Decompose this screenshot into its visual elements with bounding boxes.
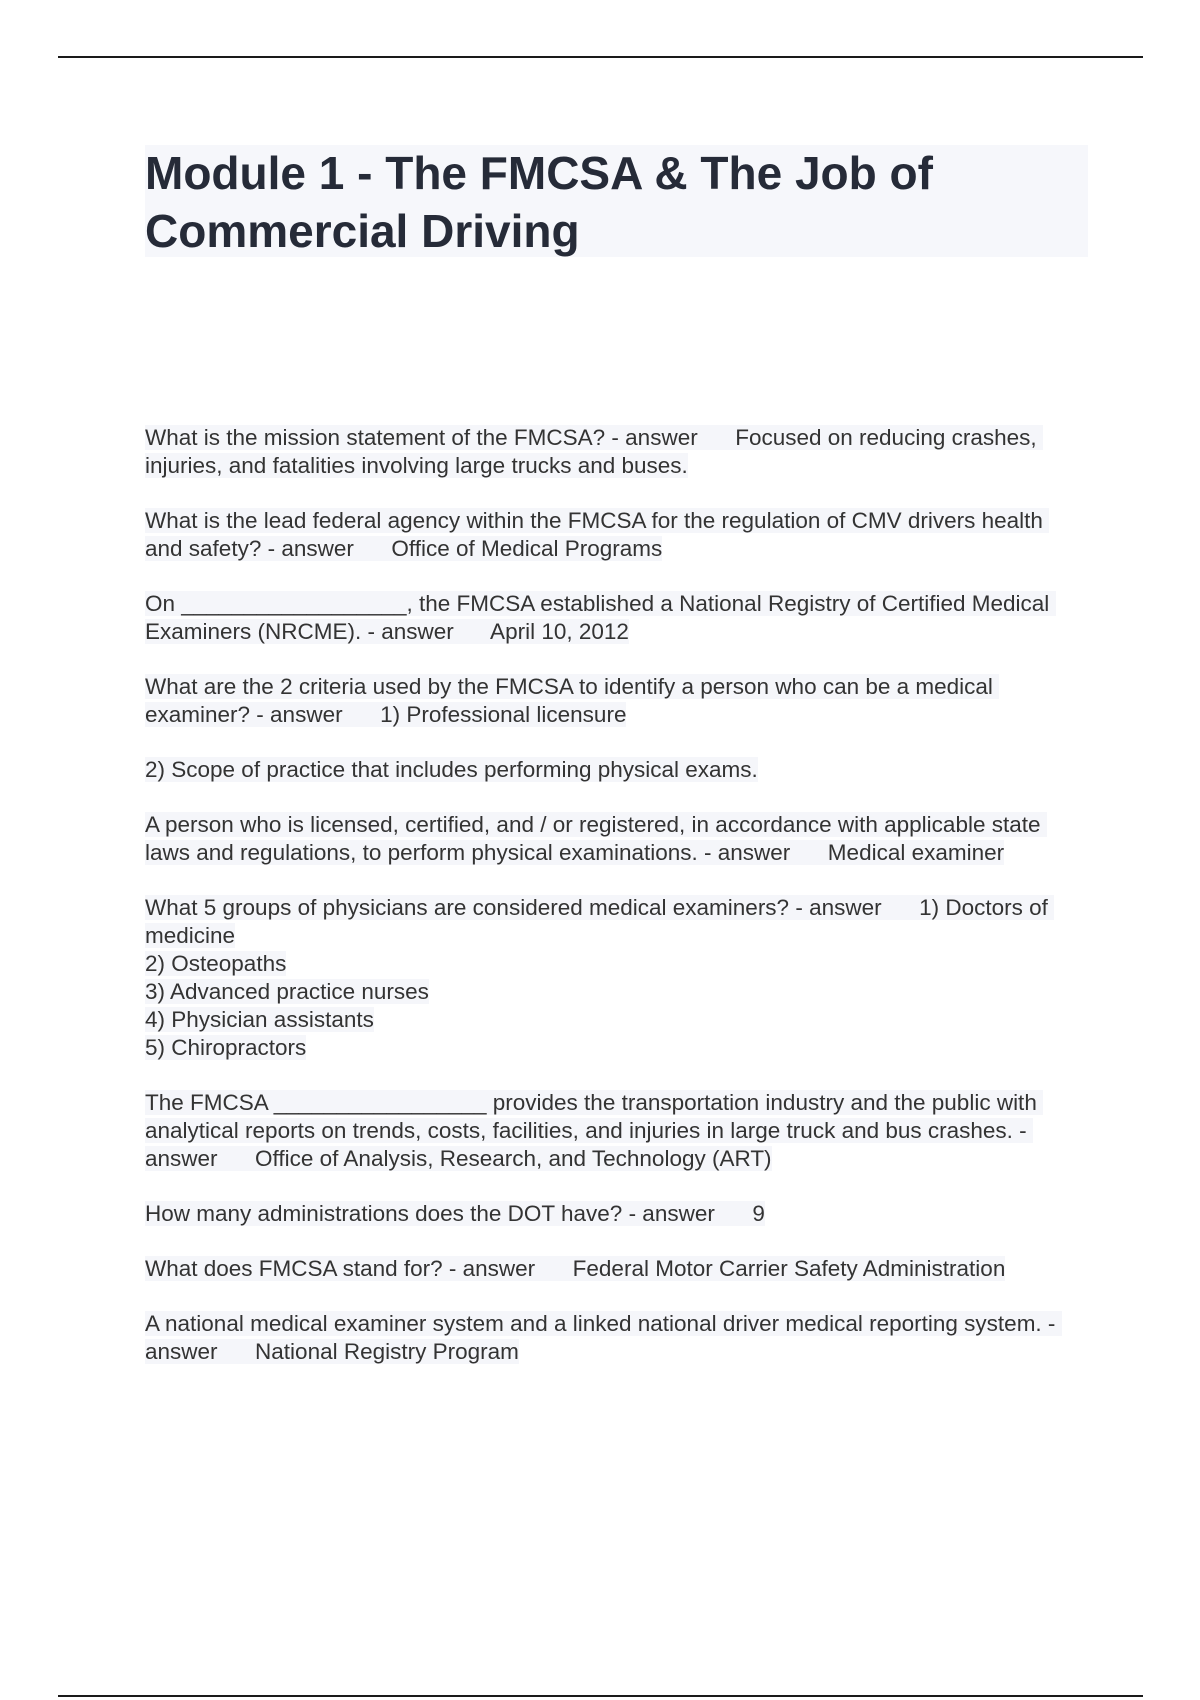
qa-text: 2) Scope of practice that includes performing physical exams. <box>145 757 758 782</box>
qa-entry-physician-groups <box>145 894 1085 1062</box>
qa-text: A national medical examiner system and a linked national driver medical reporting system. - answer National Registry Program <box>145 1311 1062 1364</box>
qa-text: A person who is licensed, certified, and / or registered, in accordance with applicable state laws and regulations, to perform physical examinations. - answer Medical examiner <box>145 812 1047 865</box>
qa-entry-dot-administrations <box>145 1200 1085 1228</box>
qa-entry-fmcsa-acronym <box>145 1255 1085 1283</box>
qa-entry-national-registry <box>145 1310 1085 1366</box>
qa-list <box>145 424 1085 1393</box>
qa-entry-criteria <box>145 673 1085 729</box>
qa-text: On __________________, the FMCSA established a National Registry of Certified Medical Examiners (NRCME). - answer April 10, 2012 <box>145 591 1056 644</box>
qa-text: What is the lead federal agency within the FMCSA for the regulation of CMV drivers health and safety? - answer Office of Medical Programs <box>145 508 1050 561</box>
qa-entry-lead-agency <box>145 507 1085 563</box>
qa-entry-medical-examiner <box>145 811 1085 867</box>
qa-text: What 5 groups of physicians are considered medical examiners? - answer 1) Doctors of medicine 2) Osteopaths 3) Advanced practice nurses 4) Physician assistants 5) Chiropractors <box>145 895 1054 1060</box>
bottom-rule <box>58 1695 1143 1697</box>
qa-text: The FMCSA _________________ provides the transportation industry and the public with analytical reports on trends, costs, facilities, and injuries in large truck and bus crashes. - answer Office of Analysis, Research, and Technology (ART) <box>145 1090 1044 1171</box>
qa-text: What is the mission statement of the FMCSA? - answer Focused on reducing crashes, injuries, and fatalities involving large trucks and buses. <box>145 425 1043 478</box>
top-rule <box>58 56 1143 58</box>
qa-entry-nrcme-date <box>145 590 1085 646</box>
qa-entry-mission <box>145 424 1085 480</box>
qa-text: How many administrations does the DOT have? - answer 9 <box>145 1201 765 1226</box>
document-title: Module 1 - The FMCSA & The Job of Commercial Driving <box>145 147 933 257</box>
qa-entry-art-office <box>145 1089 1085 1173</box>
qa-text: What does FMCSA stand for? - answer Federal Motor Carrier Safety Administration <box>145 1256 1006 1281</box>
qa-text: What are the 2 criteria used by the FMCSA to identify a person who can be a medical examiner? - answer 1) Professional licensure <box>145 674 1000 727</box>
qa-entry-criteria-continued <box>145 756 1085 784</box>
